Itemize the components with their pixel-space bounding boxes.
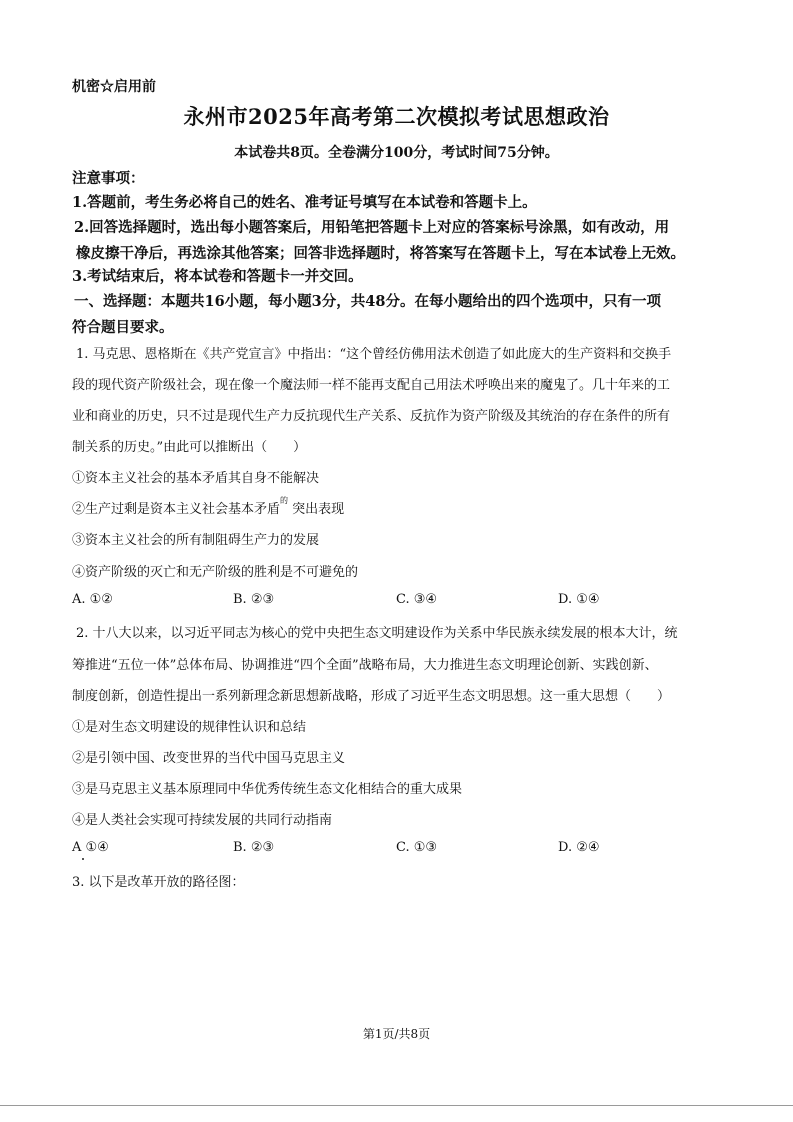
q2-stem-line-3: 制度创新，创造性提出一系列新理念新思想新战略，形成了习近平生态文明思想。这一重大思想（ ）: [72, 689, 671, 704]
q2-statement-4: ④是人类社会实现可持续发展的共同行动指南: [72, 813, 333, 828]
q2-stem-line-2: 筹推进“五位一体”总体布局、协调推进“四个全面”战略布局，大力推进生态文明理论创新、实践创新、: [72, 658, 658, 673]
q1-statement-1: ①资本主义社会的基本矛盾其自身不能解决: [72, 471, 320, 486]
q1-stem-line-1: 1. 马克思、恩格斯在《共产党宣言》中指出：“这个曾经仿佛用法术创造了如此庞大的生产资料和交换手: [76, 347, 672, 362]
exam-title: 永州市2025年高考第二次模拟考试思想政治: [183, 104, 610, 129]
q1-statement-4: ④资产阶级的灭亡和无产阶级的胜利是不可避免的: [72, 565, 359, 580]
q1-stem-line-3: 业和商业的历史，只不过是现代生产力反抗现代生产关系、反抗作为资产阶级及其统治的存在条件的所有: [72, 409, 671, 424]
q1-option-d: D. ①④: [558, 592, 600, 607]
q2-statement-2: ②是引领中国、改变世界的当代中国马克思主义: [72, 751, 346, 766]
q2-option-d: D. ②④: [558, 840, 600, 855]
section-1-heading: 一、选择题：本题共16小题，每小题3分，共48分。在每小题给出的四个选项中，只有一项: [74, 293, 661, 310]
q1-option-c: C. ③④: [396, 592, 438, 607]
q1-stem-line-4: 制关系的历史。”由此可以推断出（ ）: [72, 440, 307, 455]
q1-stem-line-2: 段的现代资产阶级社会，现在像一个魔法师一样不能再支配自己用法术呼唤出来的魔鬼了。几十年来的工: [72, 378, 671, 393]
q2-option-b: B. ②③: [233, 840, 275, 855]
q1-statement-2-part-a: ②生产过剩是资本主义社会基本矛盾: [72, 502, 281, 517]
q1-option-b: B. ②③: [233, 592, 275, 607]
q1-statement-3: ③资本主义社会的所有制阻碍生产力的发展: [72, 533, 320, 548]
q1-statement-2: [72, 498, 344, 517]
q1-statement-2-sup: 的: [280, 496, 289, 505]
stray-dot-mark: [82, 858, 84, 860]
notice-heading: 注意事项：: [72, 170, 145, 187]
confidential-label: 机密☆启用前: [72, 79, 156, 95]
q3-stem-line-1: 3. 以下是改革开放的路径图：: [72, 875, 245, 890]
page-footer: 第1页/共8页: [362, 1027, 431, 1041]
notice-item-1: 1.答题前，考生务必将自己的姓名、准考证号填写在本试卷和答题卡上。: [72, 194, 537, 211]
q2-statement-1: ①是对生态文明建设的规律性认识和总结: [72, 720, 307, 735]
q1-option-a: A. ①②: [72, 592, 113, 607]
q2-stem-line-1: 2. 十八大以来，以习近平同志为核心的党中央把生态文明建设作为关系中华民族永续发展的根本大计，统: [76, 626, 678, 641]
exam-subtitle: 本试卷共8页。全卷满分100分，考试时间75分钟。: [234, 145, 559, 161]
q1-statement-2-part-b: 突出表现: [292, 502, 345, 517]
notice-item-2-line-1: 2.回答选择题时，选出每小题答案后，用铅笔把答题卡上对应的答案标号涂黑，如有改动，用: [74, 219, 670, 236]
q2-statement-3: ③是马克思主义基本原理同中华优秀传统生态文化相结合的重大成果: [72, 782, 463, 797]
section-1-heading-cont: 符合题目要求。: [72, 319, 174, 336]
bottom-rule: [0, 1105, 793, 1106]
notice-item-2-line-2: 橡皮擦干净后，再选涂其他答案；回答非选择题时，将答案写在答题卡上，写在本试卷上无效。: [76, 245, 685, 262]
q2-option-c: C. ①③: [396, 840, 438, 855]
q2-option-a: A ①④: [72, 840, 109, 855]
notice-item-3: 3.考试结束后，将本试卷和答题卡一并交回。: [72, 268, 363, 285]
